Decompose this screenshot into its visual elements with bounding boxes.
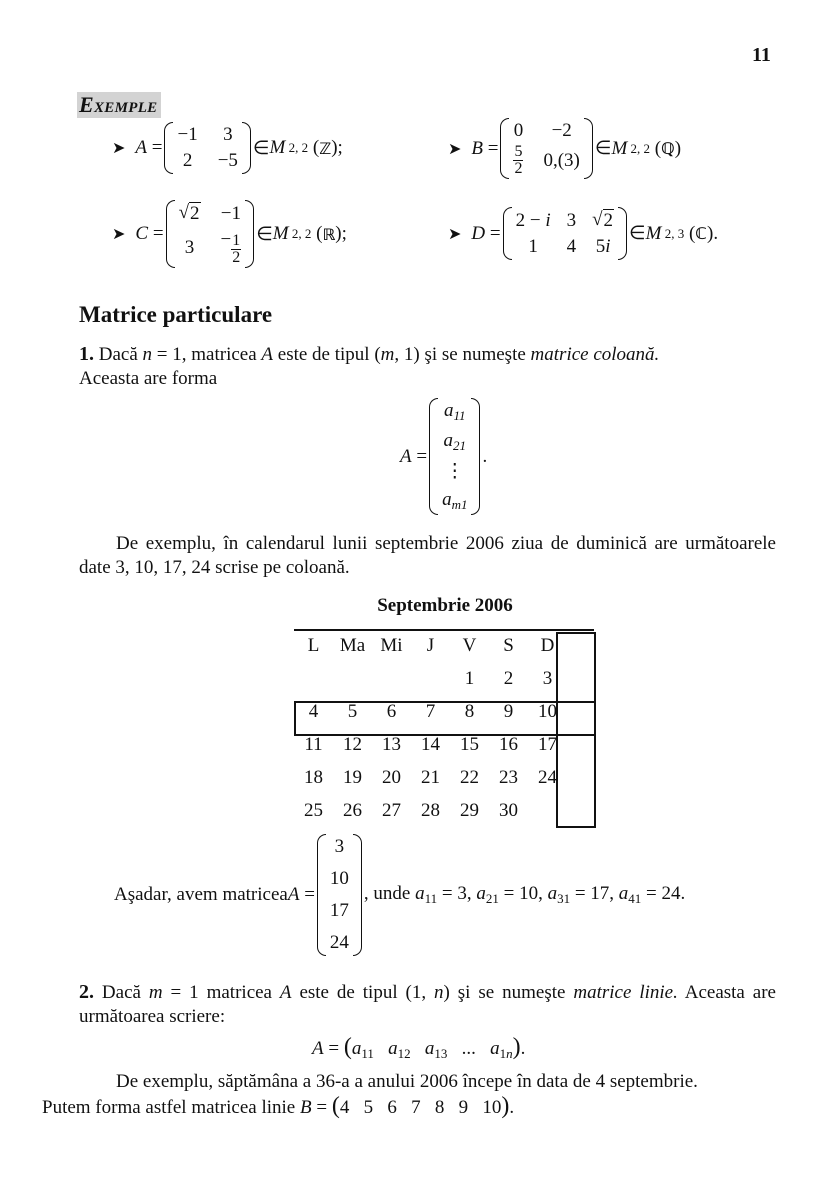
item1-paragraph: 1. Dacă n = 1, matricea A este de tipul (m, 1) şi se numeşte matrice coloană. Aceasta are forma (79, 343, 660, 389)
calendar-row: 18 19 20 21 22 23 24 (304, 766, 557, 788)
section-heading: Matrice particulare (79, 302, 273, 327)
example-matrix-d: ➤ D = 2 − i 3 √ 2 1 4 5i ∈ M 2, 3 ( ℂ ). (448, 207, 718, 260)
calendar-table (294, 629, 567, 827)
calendar-row: 4 5 6 7 8 9 10 (308, 700, 557, 722)
row-matrix-general: $A = (a_{11}$ $a_{12}$ $a_{13}$ ... $a_{1n}$). (312, 1034, 526, 1061)
calendar-row: 11 12 13 14 15 16 17 (304, 733, 557, 755)
arrow-bullet-icon: ➤ (448, 225, 462, 243)
column-matrix-general: A = $a_{11}$ $a_{21}$ ⋮ $a_{m1}$ . (400, 398, 487, 515)
arrow-bullet-icon: ➤ (448, 140, 462, 158)
arrow-bullet-icon: ➤ (112, 226, 126, 243)
item2-paragraph: 2. Dacă m = 1 matricea A este de tipul (1, n) şi se numeşte matrice linie. Aceasta are următoarea scriere: (79, 981, 776, 1027)
example-matrix-c: ➤ C = √ 2 −1 3 − $\frac{1}{2}$ ∈ M 2, 2 ( ℝ ); (112, 202, 347, 266)
calendar-title: Septembrie 2006 (377, 595, 513, 616)
calendar-row: 25 26 27 28 29 30 (304, 799, 518, 821)
example1-paragraph: De exemplu, în calendarul lunii septembrie 2006 ziua de duminică are următoarele date 3, 10, 17, 24 scrise pe coloană. (79, 533, 776, 578)
asadar-line: Aşadar, avem matricea A = 3 10 17 24 , unde $a_{11} = 3$, $a_{21} = 10$, $a_{31} = 17$, $a_{41} = 24$. (114, 834, 685, 956)
calendar-header-row: L Ma Mi J V S D (307, 634, 555, 656)
section-label: EXEMPLE (77, 92, 161, 118)
arrow-bullet-icon: ➤ (112, 140, 126, 157)
example2-paragraph: De exemplu, săptămâna a 36-a a anului 2006 începe în data de 4 septembrie. Putem forma astfel matricea linie B = (4 5 6 7 8 9 10). (42, 1071, 698, 1119)
calendar-row: 1 2 3 (464, 667, 553, 689)
example-matrix-b: ➤ B = 0 −2 $\frac{5}{2}$ 0,(3) ∈ M 2, 2 ( ℚ ) (448, 120, 682, 177)
example-matrix-a: ➤ A = −1 3 2 −5 ∈ M 2, 2 ( ℤ ); (112, 122, 343, 174)
page-number: 11 (752, 44, 771, 66)
